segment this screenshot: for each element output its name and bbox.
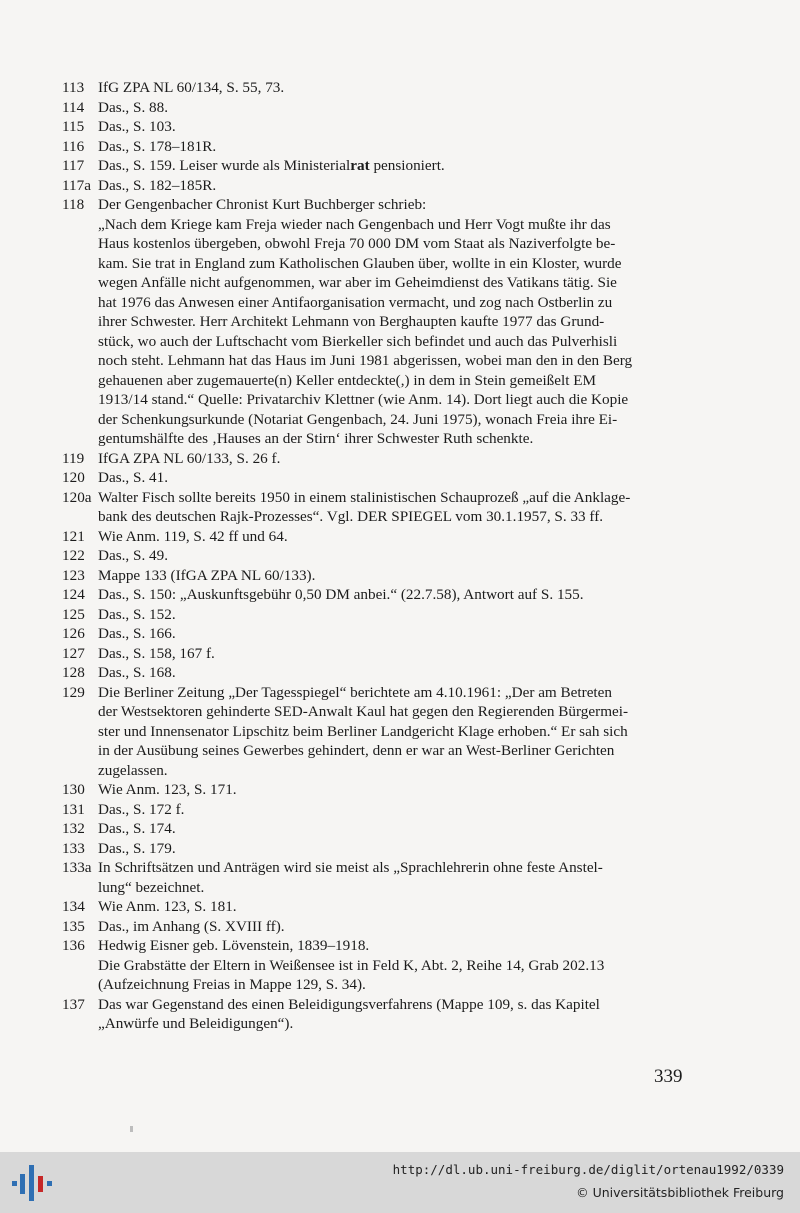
endnote-line: Das., S. 182–185R. (98, 176, 217, 194)
endnote-number: 117a (62, 176, 91, 194)
endnote-line: zugelassen. (98, 761, 168, 779)
endnotes-list (62, 78, 684, 1034)
endnote-line: gentumshälfte des ‚Hauses an der Stirn‘ ihrer Schwester Ruth schenkte. (98, 430, 534, 447)
endnote-item (62, 156, 684, 176)
endnote-line: Das., S. 159. Leiser wurde als Ministerialrat pensioniert. (98, 157, 445, 174)
endnote-number: 123 (62, 566, 85, 584)
endnote-line: stück, wo auch der Luftschacht vom Bierkeller sich befindet und auch das Pulverhisli (98, 332, 618, 350)
endnote-item (62, 644, 684, 664)
endnote-item (62, 566, 684, 586)
endnote-line: Die Grabstätte der Eltern in Weißensee ist in Feld K, Abt. 2, Reihe 14, Grab 202.13 (98, 956, 605, 974)
endnote-item (62, 585, 684, 605)
endnote-text (98, 488, 684, 527)
endnote-text (98, 624, 684, 644)
endnote-line: ster und Innensenator Lipschitz beim Berliner Landgericht Klage erhoben.“ Er sah sich (98, 722, 628, 740)
endnote-line: In Schriftsätzen und Anträgen wird sie meist als „Sprachlehrerin ohne feste Anstel- (98, 859, 603, 876)
endnote-line: Haus kostenlos übergeben, obwohl Freja 70 000 DM vom Staat als Naziverfolgte be- (98, 235, 616, 252)
endnote-line: noch steht. Lehmann hat das Haus im Juni 1981 abgerissen, wobei man den in den Berg (98, 352, 633, 369)
endnote-item (62, 488, 684, 527)
endnote-line: Das., S. 152. (98, 605, 176, 623)
endnote-number: 126 (62, 625, 85, 642)
endnote-text (98, 449, 684, 469)
endnote-number: 113 (62, 79, 85, 96)
endnote-text (98, 78, 684, 98)
endnote-item (62, 663, 684, 683)
endnote-line: „Anwürfe und Beleidigungen“). (98, 1015, 294, 1032)
endnote-line: Walter Fisch sollte bereits 1950 in einem stalinistischen Schauprozeß „auf die Anklage- (98, 488, 631, 506)
endnote-number: 136 (62, 937, 85, 954)
endnote-text (98, 663, 684, 683)
endnote-text (98, 683, 684, 781)
endnote-line: Die Berliner Zeitung „Der Tagesspiegel“ berichtete am 4.10.1961: „Der am Betreten (98, 683, 612, 701)
endnote-item (62, 137, 684, 157)
endnote-number: 124 (62, 586, 85, 603)
endnote-text (98, 585, 684, 605)
endnote-line: „Nach dem Kriege kam Freja wieder nach Gengenbach und Herr Vogt mußte ihr das (98, 215, 611, 233)
endnote-number: 115 (62, 118, 85, 135)
endnote-line: Das., S. 150: „Auskunftsgebühr 0,50 DM anbei.“ (22.7.58), Antwort auf S. 155. (98, 586, 584, 603)
endnote-line: der Westsektoren gehinderte SED-Anwalt Kaul hat gegen den Regierenden Bürgermei- (98, 703, 629, 720)
endnote-item (62, 605, 684, 625)
endnote-text (98, 780, 684, 800)
endnote-line: IfGA ZPA NL 60/133, S. 26 f. (98, 449, 281, 467)
library-logo-icon (12, 1162, 52, 1204)
endnote-line: Das., S. 179. (98, 839, 176, 857)
endnote-text (98, 546, 684, 566)
copyright-notice: © Universitätsbibliothek Freiburg (576, 1185, 784, 1200)
endnote-item (62, 117, 684, 137)
endnote-number: 133a (62, 859, 92, 876)
endnote-text (98, 897, 684, 917)
endnote-line: Das., im Anhang (S. XVIII ff). (98, 917, 285, 935)
endnote-number: 122 (62, 547, 85, 564)
endnote-line: kam. Sie trat in England zum Katholischen Glauben über, wollte in ein Kloster, wurde (98, 254, 622, 272)
endnote-number: 133 (62, 839, 85, 857)
endnote-item (62, 78, 684, 98)
endnote-number: 116 (62, 137, 85, 155)
endnote-text (98, 527, 684, 547)
endnote-line: Wie Anm. 123, S. 171. (98, 781, 237, 798)
endnote-text (98, 800, 684, 820)
endnote-number: 132 (62, 820, 85, 837)
endnote-line: Das., S. 49. (98, 547, 169, 564)
endnote-text (98, 137, 684, 157)
endnote-line: Das., S. 41. (98, 469, 169, 486)
endnote-number: 131 (62, 800, 85, 818)
endnote-line: Das., S. 168. (98, 664, 176, 681)
endnote-item (62, 800, 684, 820)
endnote-number: 125 (62, 605, 85, 623)
endnote-item (62, 839, 684, 859)
endnote-text (98, 176, 684, 196)
endnote-line: IfG ZPA NL 60/134, S. 55, 73. (98, 79, 285, 96)
endnote-number: 119 (62, 449, 85, 467)
endnote-number: 137 (62, 995, 85, 1013)
endnote-line: Das., S. 103. (98, 118, 176, 135)
endnote-line: Mappe 133 (IfGA ZPA NL 60/133). (98, 566, 316, 584)
endnote-line: gehauenen aber zugemauerte(n) Keller entdeckte(,) in dem in Stein gemeißelt EM (98, 371, 597, 389)
endnote-number: 129 (62, 683, 85, 701)
endnote-item (62, 936, 684, 995)
endnote-line: hat 1976 das Anwesen einer Antifaorganisation vermacht, und zog nach Ostberlin zu (98, 293, 613, 311)
endnote-line: wegen Anfälle nicht aufgenommen, war aber im Geheimdienst des Vatikans tätig. Sie (98, 274, 617, 291)
endnote-text (98, 936, 684, 995)
scan-speck (130, 1126, 133, 1132)
endnote-text (98, 195, 684, 449)
endnote-text (98, 917, 684, 937)
endnote-number: 127 (62, 644, 85, 662)
endnote-item (62, 624, 684, 644)
endnote-item (62, 449, 684, 469)
endnote-number: 130 (62, 781, 85, 798)
endnote-item (62, 917, 684, 937)
endnote-line: Das., S. 172 f. (98, 800, 185, 818)
endnote-line: (Aufzeichnung Freias in Mappe 129, S. 34). (98, 976, 366, 993)
endnote-line: in der Ausübung seines Gewerbes gehindert, denn er war an West-Berliner Gerichten (98, 742, 615, 759)
endnote-item (62, 683, 684, 781)
endnote-text (98, 839, 684, 859)
endnote-number: 135 (62, 917, 85, 935)
endnote-item (62, 858, 684, 897)
endnote-line: Hedwig Eisner geb. Lövenstein, 1839–1918. (98, 937, 370, 954)
endnote-item (62, 897, 684, 917)
source-url-link[interactable]: http://dl.ub.uni-freiburg.de/diglit/ortenau1992/0339 (392, 1162, 784, 1177)
endnote-text (98, 858, 684, 897)
endnote-text (98, 566, 684, 586)
endnote-text (98, 995, 684, 1034)
endnote-line: Das., S. 178–181R. (98, 137, 217, 155)
endnote-number: 120a (62, 488, 92, 506)
endnote-text (98, 117, 684, 137)
endnote-line: bank des deutschen Rajk-Prozesses“. Vgl. DER SPIEGEL vom 30.1.1957, S. 33 ff. (98, 508, 604, 525)
endnote-number: 114 (62, 98, 85, 116)
endnote-item (62, 195, 684, 449)
endnote-line: ihrer Schwester. Herr Architekt Lehmann von Berghaupten kaufte 1977 das Grund- (98, 313, 605, 330)
endnote-item (62, 527, 684, 547)
endnote-item (62, 995, 684, 1034)
endnote-item (62, 98, 684, 118)
endnote-text (98, 468, 684, 488)
endnote-line: Das., S. 174. (98, 820, 176, 837)
endnote-text (98, 156, 684, 176)
endnote-number: 121 (62, 527, 85, 545)
endnote-text (98, 819, 684, 839)
endnote-line: Das., S. 166. (98, 625, 176, 642)
endnote-number: 120 (62, 469, 85, 486)
endnote-line: Wie Anm. 119, S. 42 ff und 64. (98, 527, 288, 545)
endnote-item (62, 819, 684, 839)
endnote-item (62, 176, 684, 196)
endnote-line: der Schenkungsurkunde (Notariat Gengenbach, 24. Juni 1975), wonach Freia ihre Ei- (98, 410, 618, 428)
endnote-number: 134 (62, 898, 85, 915)
endnote-line: Wie Anm. 123, S. 181. (98, 898, 237, 915)
footer-bar (0, 1152, 800, 1213)
endnote-line: 1913/14 stand.“ Quelle: Privatarchiv Klettner (wie Anm. 14). Dort liegt auch die Kopie (98, 391, 629, 408)
endnote-line: Das., S. 158, 167 f. (98, 644, 215, 662)
endnote-line: Das war Gegenstand des einen Beleidigungsverfahrens (Mappe 109, s. das Kapitel (98, 995, 600, 1013)
endnote-number: 117 (62, 157, 85, 174)
endnote-number: 128 (62, 664, 85, 681)
endnote-text (98, 605, 684, 625)
endnote-number: 118 (62, 196, 85, 213)
endnote-item (62, 468, 684, 488)
endnote-line: Das., S. 88. (98, 98, 169, 116)
endnote-text (98, 644, 684, 664)
endnote-line: Der Gengenbacher Chronist Kurt Buchberger schrieb: (98, 196, 427, 213)
endnote-text (98, 98, 684, 118)
endnote-item (62, 780, 684, 800)
endnote-line: lung“ bezeichnet. (98, 878, 205, 896)
endnote-item (62, 546, 684, 566)
page-number: 339 (654, 1066, 683, 1087)
